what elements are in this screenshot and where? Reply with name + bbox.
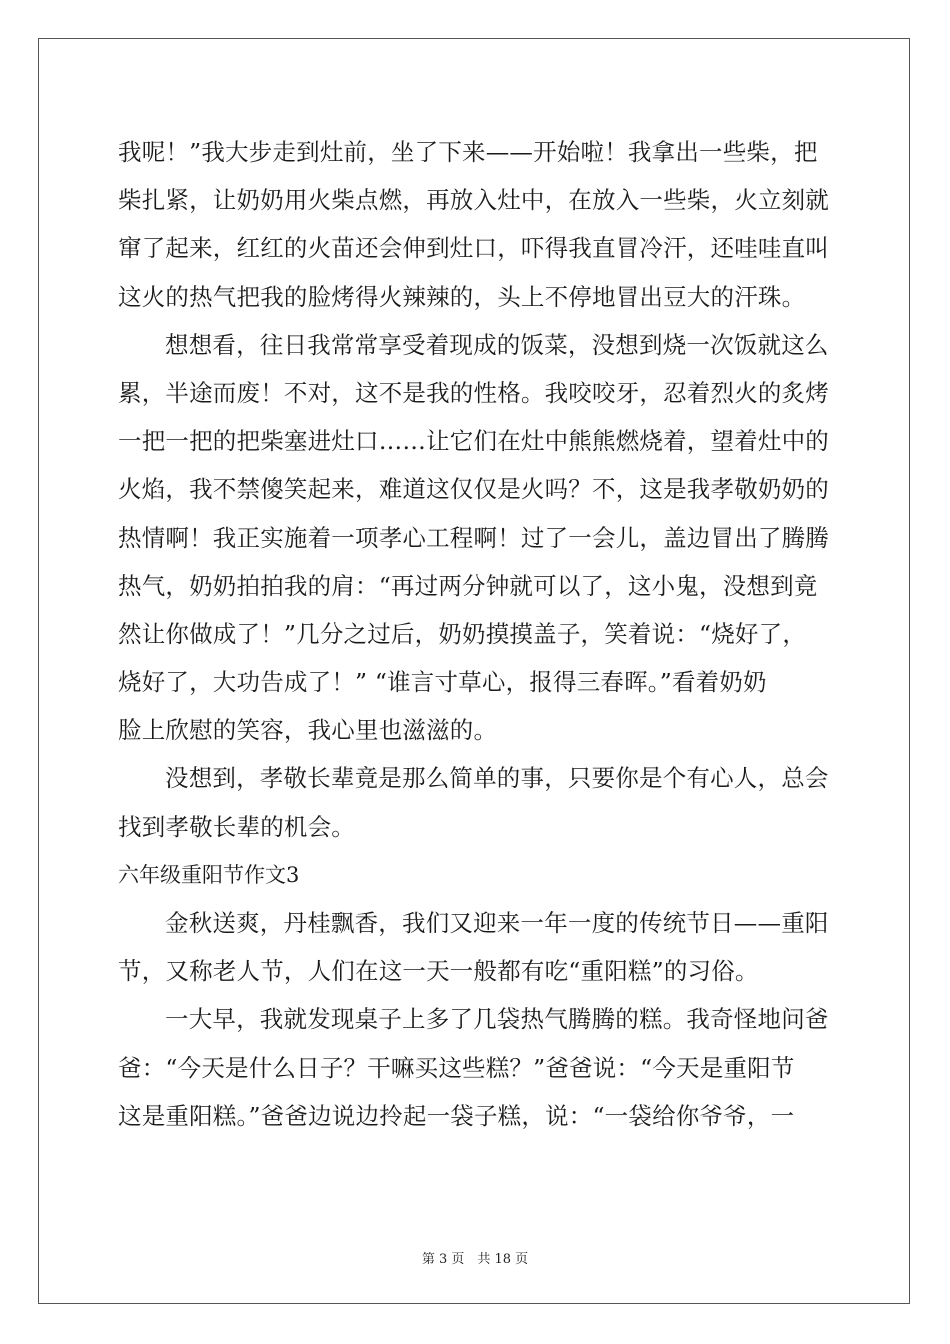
text-line: 火焰，我不禁傻笑起来，难道这仅仅是火吗？不，这是我孝敬奶奶的 — [118, 475, 829, 504]
text-line: 找到孝敬长辈的机会。 — [118, 812, 355, 841]
text-line: 节，又称老人节，人们在这一天一般都有吃“重阳糕”的习俗。 — [118, 957, 759, 986]
text-line: 爸：“今天是什么日子？干嘛买这些糕？”爸爸说：“今天是重阳节 — [118, 1053, 795, 1082]
text-line: 热情啊！我正实施着一项孝心工程啊！过了一会儿，盖边冒出了腾腾 — [118, 523, 829, 552]
text-line: 烧好了，大功告成了！” “谁言寸草心，报得三春晖。”看着奶奶 — [118, 668, 767, 697]
document-body — [118, 128, 834, 1140]
text-line: 然让你做成了！”几分之过后，奶奶摸摸盖子，笑着说：“烧好了， — [118, 619, 807, 648]
text-line: 柴扎紧，让奶奶用火柴点燃，再放入灶中，在放入一些柴，火立刻就 — [118, 186, 829, 215]
text-line: 一把一把的把柴塞进灶口……让它们在灶中熊熊燃烧着，望着灶中的 — [118, 427, 829, 456]
text-line: 一大早，我就发现桌子上多了几袋热气腾腾的糕。我奇怪地问爸 — [165, 1005, 829, 1034]
text-line: 我呢！”我大步走到灶前，坐了下来——开始啦！我拿出一些柴，把 — [118, 138, 818, 166]
text-line: 没想到，孝敬长辈竟是那么简单的事，只要你是个有心人，总会 — [165, 764, 829, 793]
section-heading: 六年级重阳节作文3 — [118, 862, 300, 887]
text-line: 这火的热气把我的脸烤得火辣辣的，头上不停地冒出豆大的汗珠。 — [118, 282, 806, 311]
text-line: 累，半途而废！不对，这不是我的性格。我咬咬牙，忍着烈火的炙烤 — [118, 378, 829, 407]
text-line: 想想看，往日我常常享受着现成的饭菜，没想到烧一次饭就这么 — [165, 330, 829, 359]
text-line: 脸上欣慰的笑容，我心里也滋滋的。 — [118, 716, 498, 745]
text-line: 金秋送爽，丹桂飘香，我们又迎来一年一度的传统节日——重阳 — [165, 909, 829, 937]
text-line: 这是重阳糕。”爸爸边说边拎起一袋子糕，说：“一袋给你爷爷，一 — [118, 1101, 795, 1130]
text-line: 窜了起来，红红的火苗还会伸到灶口，吓得我直冒冷汗，还哇哇直叫 — [118, 234, 829, 263]
text-line: 热气，奶奶拍拍我的肩：“再过两分钟就可以了，这小鬼，没想到竟 — [118, 571, 818, 600]
page-number-footer: 第 3 页 共 18 页 — [421, 1252, 529, 1267]
